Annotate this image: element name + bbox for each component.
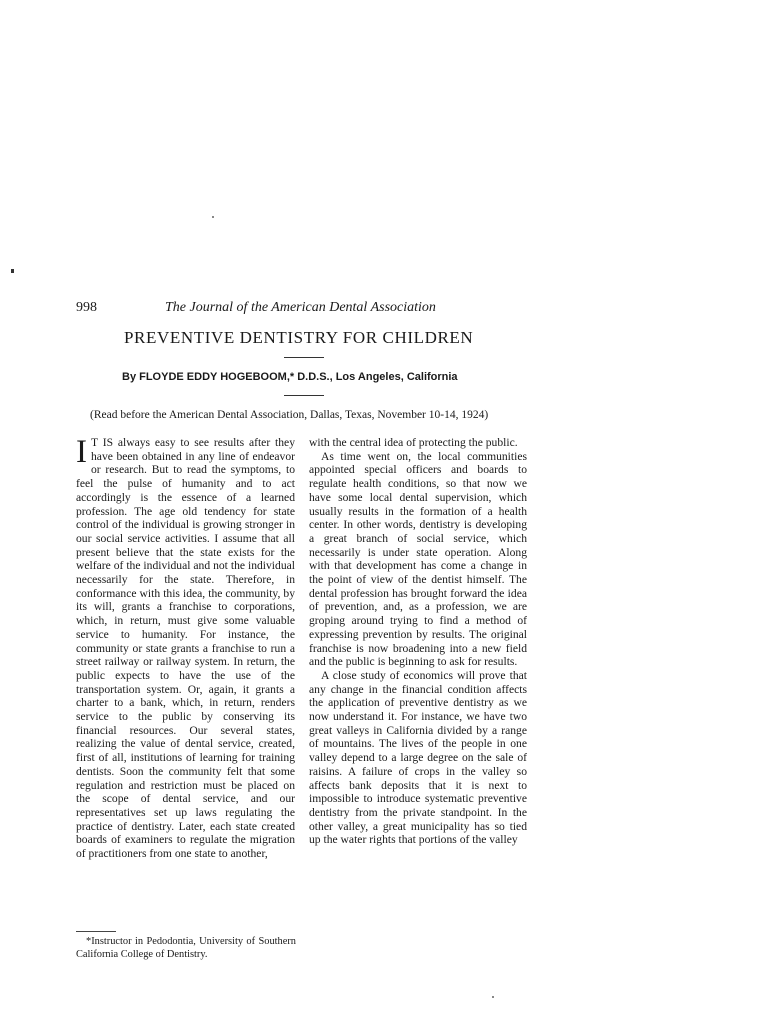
drop-cap: I <box>76 434 87 470</box>
paragraph: with the central idea of protecting the public. <box>309 436 518 449</box>
journal-title: The Journal of the American Dental Association <box>165 300 436 315</box>
page-number: 998 <box>76 300 97 315</box>
stray-mark <box>212 216 214 218</box>
paragraph: As time went on, the local communities appointed special officers and boards to regulate health conditions, so that now we have some local dental supervision, which usually results in the formation of a health center. In other words, dentistry is developing a great branch of social service, which necessarily is under state operation. Along with that development has come a change in the point of view of the dentist himself. The dental profession has brought forward the idea of prevention, and, as a profession, we are groping around trying to find a method of expressing prevention by results. The original franchise is now broadening into a new field and the public is beginning to ask for results. <box>309 449 527 669</box>
right-column <box>309 436 527 847</box>
stray-mark <box>492 996 494 998</box>
left-column <box>76 436 295 861</box>
presentation-note: (Read before the American Dental Association, Dallas, Texas, November 10-14, 1924) <box>90 409 489 421</box>
title-divider <box>284 357 324 358</box>
author-byline: By FLOYDE EDDY HOGEBOOM,* D.D.S., Los Angeles, California <box>122 371 458 383</box>
footnote: *Instructor in Pedodontia, University of Southern California College of Dentistry. <box>76 936 296 960</box>
paragraph: A close study of economics will prove that any change in the financial condition affects the application of preventive dentistry as we now understand it. For instance, we have two great valleys in California divided by a range of mountains. The lives of the people in one valley depend to a large degree on the sale of raisins. A failure of crops in the valley so affects bank deposits that it is next to impossible to introduce systematic preventive dentistry from the private standpoint. In the other valley, a great municipality has so tied up the water rights that portions of the valley <box>309 668 527 847</box>
paragraph-text: T IS always easy to see results after they have been obtained in any line of endeavor or research. But to read the symptoms, to feel the pulse of humanity and to act accordingly is the essence of a learned profession. The age old tendency for state control of the individual is growing stronger in our social service activities. I assume that all present believe that the state exists for the welfare of the individual and not the individual necessarily for the state. Therefore, in conformance with this idea, the community, by its will, grants a franchise to corporations, which, in return, must give some valuable service to humanity. For instance, the community or state grants a franchise to run a street railway or railway system. In return, the public expects to have the use of the transportation system. Or, again, it grants a charter to a bank, which, in return, renders service to the public by conserving its financial resources. Our several states, realizing the value of dental service, created, first of all, institutions of learning for training dentists. Soon the community felt that some regulation and restriction must be placed on the scope of dental service, and our representatives set up laws regulating the practice of dentistry. Later, each state created boards of examiners to regulate the migration of practitioners from one state to another, <box>76 436 295 861</box>
stray-mark <box>11 269 14 273</box>
paragraph <box>76 436 295 861</box>
article-title: PREVENTIVE DENTISTRY FOR CHILDREN <box>124 328 474 347</box>
byline-divider <box>284 395 324 396</box>
footnote-divider <box>76 931 116 932</box>
